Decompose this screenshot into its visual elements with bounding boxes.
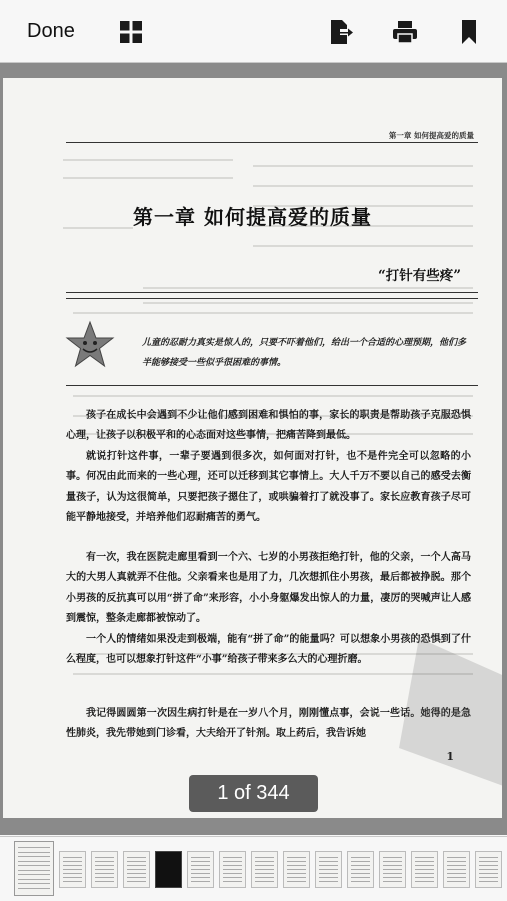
- thumbnail-text-line: [255, 881, 274, 882]
- thumbnail-text-line: [223, 861, 242, 862]
- document-page: [3, 78, 502, 818]
- thumbnail-text-line: [18, 879, 50, 880]
- thumbnail-text-line: [191, 877, 210, 878]
- thumbnail-text-line: [287, 857, 306, 858]
- thumbnail-text-line: [63, 857, 82, 858]
- thumbnail-text-line: [191, 861, 210, 862]
- thumbnail-text-line: [287, 869, 306, 870]
- thumbnail-text-line: [95, 881, 114, 882]
- thumbnail-text-line: [319, 877, 338, 878]
- page-thumbnail[interactable]: [475, 851, 502, 888]
- page-indicator: 1 of 344: [189, 775, 318, 812]
- page-thumbnail[interactable]: [59, 851, 86, 888]
- done-button[interactable]: Done: [27, 20, 75, 42]
- section-title: “打针有些疼”: [377, 268, 461, 284]
- thumbnail-text-line: [18, 861, 50, 862]
- thumbnail-text-line: [351, 857, 370, 858]
- thumbnail-text-line: [351, 877, 370, 878]
- thumbnail-text-line: [319, 865, 338, 866]
- thumbnail-text-line: [415, 869, 434, 870]
- running-head: 第一章 如何提高爱的质量: [388, 131, 474, 140]
- thumbnail-text-line: [223, 877, 242, 878]
- thumbnail-text-line: [18, 852, 50, 853]
- thumbnail-text-line: [255, 877, 274, 878]
- thumbnail-text-line: [351, 869, 370, 870]
- thumbnail-text-line: [415, 873, 434, 874]
- thumbnail-text-line: [191, 873, 210, 874]
- thumbnail-text-line: [223, 881, 242, 882]
- smiling-star-icon: [65, 320, 115, 370]
- thumbnail-text-line: [18, 865, 50, 866]
- thumbnail-text-line: [415, 877, 434, 878]
- thumbnail-text-line: [127, 873, 146, 874]
- thumbnail-text-line: [255, 861, 274, 862]
- page-thumbnail[interactable]: [251, 851, 278, 888]
- divider-rule: [66, 298, 478, 299]
- thumbnail-text-line: [447, 857, 466, 858]
- thumbnail-text-line: [223, 869, 242, 870]
- header-rule: [66, 142, 478, 143]
- thumbnail-text-line: [479, 869, 498, 870]
- thumbnail-text-line: [287, 865, 306, 866]
- thumbnail-text-line: [63, 877, 82, 878]
- body-paragraph: 我记得圆圆第一次因生病打针是在一岁八个月，刚刚懂点事，会说一些话。她得的是急性肺炎，我先带她到门诊看，大夫给开了针剂。取上药后，我告诉她: [66, 708, 471, 740]
- page-thumbnail[interactable]: [347, 851, 374, 888]
- thumbnail-text-line: [95, 873, 114, 874]
- thumbnail-text-line: [479, 873, 498, 874]
- thumbnail-text-line: [95, 877, 114, 878]
- thumbnail-text-line: [287, 881, 306, 882]
- thumbnail-text-line: [95, 857, 114, 858]
- thumbnail-text-line: [255, 869, 274, 870]
- page-thumbnail[interactable]: [411, 851, 438, 888]
- thumbnail-text-line: [63, 881, 82, 882]
- page-number: 1: [446, 750, 454, 763]
- page-thumbnail[interactable]: [123, 851, 150, 888]
- thumbnail-text-line: [18, 888, 50, 889]
- thumbnail-text-line: [447, 861, 466, 862]
- thumbnail-text-line: [383, 857, 402, 858]
- thumbnail-text-line: [319, 881, 338, 882]
- thumbnail-text-line: [319, 857, 338, 858]
- thumbnail-text-line: [351, 881, 370, 882]
- page-thumbnail[interactable]: [443, 851, 470, 888]
- thumbnail-text-line: [383, 869, 402, 870]
- page-thumbnail[interactable]: [315, 851, 342, 888]
- body-paragraph-group: [66, 406, 471, 528]
- thumbnail-text-line: [127, 869, 146, 870]
- thumbnail-text-line: [63, 869, 82, 870]
- thumbnail-text-line: [127, 861, 146, 862]
- thumbnail-text-line: [447, 877, 466, 878]
- thumbnail-text-line: [255, 865, 274, 866]
- thumbnail-text-line: [287, 877, 306, 878]
- thumbnail-text-line: [415, 857, 434, 858]
- page-thumbnail[interactable]: [283, 851, 310, 888]
- thumbnail-text-line: [479, 877, 498, 878]
- thumbnail-text-line: [191, 857, 210, 858]
- thumbnail-text-line: [191, 869, 210, 870]
- chapter-title: 第一章 如何提高爱的质量: [133, 205, 372, 229]
- top-toolbar: [0, 0, 507, 63]
- thumbnail-text-line: [479, 865, 498, 866]
- thumbnail-text-line: [383, 865, 402, 866]
- thumbnail-text-line: [127, 865, 146, 866]
- thumbnail-text-line: [319, 873, 338, 874]
- thumbnail-text-line: [223, 865, 242, 866]
- thumbnail-text-line: [447, 881, 466, 882]
- page-thumbnail[interactable]: [155, 851, 182, 888]
- thumbnail-text-line: [95, 861, 114, 862]
- thumbnail-text-line: [479, 861, 498, 862]
- thumbnail-text-line: [351, 861, 370, 862]
- thumbnail-text-line: [383, 881, 402, 882]
- thumbnail-text-line: [383, 873, 402, 874]
- body-paragraph: 一个人的情绪如果没走到极端，能有“拼了命”的能量吗？可以想象小男孩的恐惧到了什么程度，也可以想象打针这件“小事”给孩子带来多么大的心理折磨。: [66, 633, 471, 666]
- thumbnail-strip[interactable]: [0, 836, 507, 901]
- thumbnail-text-line: [223, 857, 242, 858]
- page-thumbnail[interactable]: [219, 851, 246, 888]
- thumbnail-text-line: [383, 861, 402, 862]
- thumbnail-text-line: [223, 873, 242, 874]
- thumbnail-text-line: [191, 865, 210, 866]
- thumbnail-text-line: [127, 857, 146, 858]
- page-thumbnail[interactable]: [187, 851, 214, 888]
- thumbnail-text-line: [63, 873, 82, 874]
- bookmark-icon[interactable]: [455, 18, 483, 46]
- divider-rule: [66, 385, 478, 386]
- thumbnail-text-line: [18, 847, 50, 848]
- grid-icon[interactable]: [117, 18, 145, 46]
- thumbnail-text-line: [95, 865, 114, 866]
- thumbnail-text-line: [18, 874, 50, 875]
- page-thumbnail[interactable]: [379, 851, 406, 888]
- thumbnail-text-line: [63, 861, 82, 862]
- body-paragraph: 就说打针这件事，一辈子要遇到很多次，如何面对打针，也不是件完全可以忽略的小事。何况由此而来的一些心理，还可以迁移到其它事情上。大人千万不要以自己的感受去衡量孩子，认为这很简单，只要把孩子摁住了，或哄骗着打了就没事了。家长应教育孩子尽可能平静地接受，并培养他们忍耐痛苦的勇气。: [66, 450, 471, 524]
- page-thumbnail-current[interactable]: [14, 841, 54, 896]
- thumbnail-text-line: [95, 869, 114, 870]
- thumbnail-text-line: [287, 861, 306, 862]
- body-paragraph: 有一次，我在医院走廊里看到一个六、七岁的小男孩拒绝打针，他的父亲，一个人高马大的大男人真就弄不住他。父亲看来也是用了力，几次想抓住小男孩，最后都被挣脱。那个小男孩的反抗真可以用“拼了命”来形容，小小身躯爆发出惊人的力量，凄厉的哭喊声让人感到震惊，整条走廊都被惊动了。: [66, 552, 471, 625]
- thumbnail-text-line: [415, 861, 434, 862]
- thumbnail-text-line: [479, 857, 498, 858]
- export-icon[interactable]: [327, 18, 355, 46]
- thumbnail-text-line: [319, 869, 338, 870]
- thumbnail-text-line: [255, 873, 274, 874]
- thumbnail-text-line: [447, 873, 466, 874]
- thumbnail-text-line: [415, 881, 434, 882]
- thumbnail-text-line: [383, 877, 402, 878]
- thumbnail-text-line: [191, 881, 210, 882]
- thumbnail-text-line: [18, 870, 50, 871]
- divider-rule: [66, 292, 478, 293]
- thumbnail-text-line: [18, 883, 50, 884]
- page-thumbnail[interactable]: [91, 851, 118, 888]
- thumbnail-text-line: [351, 873, 370, 874]
- thumbnail-text-line: [287, 873, 306, 874]
- print-icon[interactable]: [391, 18, 419, 46]
- thumbnail-text-line: [351, 865, 370, 866]
- thumbnail-text-line: [447, 865, 466, 866]
- thumbnail-text-line: [127, 877, 146, 878]
- thumbnail-text-line: [319, 861, 338, 862]
- chapter-quote: 儿童的忍耐力真实是惊人的，只要不吓着他们，给出一个合适的心理预期，他们多半能够接受一些似乎很困难的事情。: [142, 338, 467, 368]
- document-viewer[interactable]: [0, 63, 507, 835]
- thumbnail-text-line: [415, 865, 434, 866]
- thumbnail-text-line: [479, 881, 498, 882]
- thumbnail-text-line: [447, 869, 466, 870]
- thumbnail-text-line: [255, 857, 274, 858]
- thumbnail-text-line: [18, 856, 50, 857]
- watermark-stamp: [399, 638, 502, 788]
- thumbnail-text-line: [127, 881, 146, 882]
- thumbnail-text-line: [63, 865, 82, 866]
- body-paragraph: 孩子在成长中会遇到不少让他们感到困难和惧怕的事，家长的职责是帮助孩子克服恐惧心理，让孩子以积极平和的心态面对这些事情，把痛苦降到最低。: [66, 410, 471, 442]
